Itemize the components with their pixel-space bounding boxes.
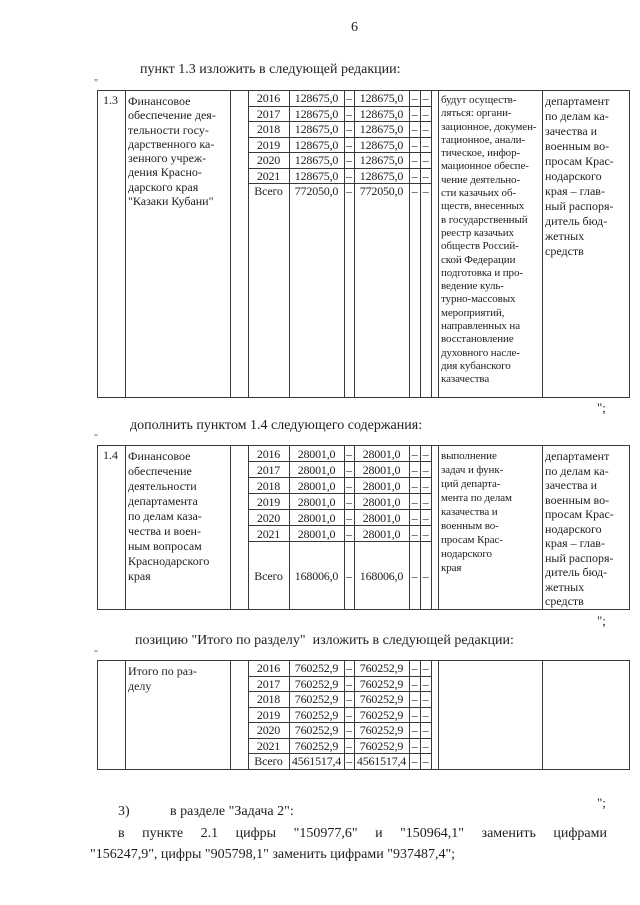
total-cell: 28001,0 (297, 527, 336, 541)
year-cell: Всего (254, 754, 283, 768)
region-cell: 28001,0 (362, 447, 401, 461)
paragraph-line-1: в пункте 2.1 цифры "150977,6" и "150964,1" заменить цифрами (118, 826, 607, 841)
region-cell: 760252,9 (359, 707, 404, 722)
fed-cell: – (346, 511, 352, 525)
column-divider (431, 91, 432, 397)
c2-cell: – (422, 511, 429, 525)
total-cell: 128675,0 (294, 122, 339, 136)
c1-cell: – (411, 495, 418, 509)
year-cell: 2018 (256, 479, 281, 493)
fed-cell: – (346, 661, 352, 675)
instruction-item-1-4: дополнить пунктом 1.4 следующего содержания: (130, 418, 423, 433)
fed-cell: – (346, 495, 352, 509)
region-cell: 760252,9 (359, 723, 404, 737)
c1-cell: – (411, 723, 418, 737)
instruction-item-1-3: пункт 1.3 изложить в следующей редакции: (140, 62, 401, 77)
total-cell: 760252,9 (294, 738, 339, 753)
year-cell: 2020 (256, 723, 281, 737)
fed-cell: – (346, 479, 352, 493)
region-cell: 4561517,4 (356, 754, 407, 768)
c1-cell: – (411, 184, 418, 198)
c1-cell: – (411, 168, 418, 183)
fed-cell: – (346, 527, 352, 541)
c2-cell: – (422, 479, 429, 493)
section-number: 3) (118, 804, 130, 819)
section-heading: в разделе "Задача 2": (170, 804, 294, 819)
c1-cell: – (411, 479, 418, 493)
region-cell: 128675,0 (359, 122, 404, 136)
column-divider (230, 446, 231, 609)
item-description: выполнение задач и функ- ций департа- мента по делам казачества и военным во- просам Крас- нодарского края (441, 450, 512, 574)
fed-cell: – (346, 153, 352, 167)
item-name: Финансовое обеспечение деятельности департамента по делам каза- чества и воен- ным вопросам Краснодарского края (128, 449, 210, 583)
c2-cell: – (422, 184, 429, 198)
fed-cell: – (346, 137, 352, 152)
fed-cell: – (346, 754, 352, 768)
c1-cell: – (411, 463, 418, 477)
c2-cell: – (422, 738, 429, 753)
fed-cell: – (346, 676, 352, 691)
column-divider (438, 446, 439, 609)
c1-cell: – (411, 754, 418, 768)
c2-cell: – (422, 153, 429, 167)
table-item-1-3 (97, 90, 630, 398)
total-cell: 760252,9 (294, 707, 339, 722)
total-cell: 760252,9 (294, 723, 339, 737)
total-cell: 128675,0 (294, 91, 339, 105)
c1-cell: – (411, 569, 418, 583)
opening-quote: " (94, 649, 99, 660)
year-cell: 2017 (256, 463, 281, 477)
fed-cell: – (346, 723, 352, 737)
table-section-total (97, 660, 630, 770)
region-cell: 168006,0 (359, 569, 404, 583)
c1-cell: – (411, 738, 418, 753)
c1-cell: – (411, 511, 418, 525)
year-cell: 2019 (256, 495, 281, 509)
c1-cell: – (411, 122, 418, 136)
year-cell: 2018 (256, 122, 281, 136)
region-cell: 760252,9 (359, 738, 404, 753)
c2-cell: – (422, 122, 429, 136)
year-cell: 2016 (256, 447, 281, 461)
total-cell: 128675,0 (294, 153, 339, 167)
c1-cell: – (411, 153, 418, 167)
fed-cell: – (346, 184, 352, 198)
c2-cell: – (422, 447, 429, 461)
column-divider (230, 91, 231, 397)
region-cell: 28001,0 (362, 479, 401, 493)
c1-cell: – (411, 527, 418, 541)
c2-cell: – (422, 569, 429, 583)
column-divider (542, 446, 543, 609)
total-cell: 28001,0 (297, 479, 336, 493)
opening-quote: " (94, 433, 99, 444)
fed-cell: – (346, 106, 352, 121)
fed-cell: – (346, 692, 352, 706)
column-divider (230, 661, 231, 769)
c1-cell: – (411, 661, 418, 675)
total-cell: 128675,0 (294, 106, 339, 121)
year-cell: 2019 (256, 707, 281, 722)
item-description: будут осуществ- ляться: органи- зационное, докумен- тационное, анали- тическое, инфор- мационное обеспе- чение деятельно- сти казачьих об- ществ, внесенных в государственный реестр казачьих обществ Россий- ской Федерации подготовка и про- ведение куль- турно-массовых мероприятий, направленных на восстановление духовного насле- дия кубанского казачества (441, 94, 537, 386)
total-cell: 128675,0 (294, 168, 339, 183)
region-cell: 760252,9 (359, 661, 404, 675)
total-cell: 168006,0 (294, 569, 339, 583)
c1-cell: – (411, 707, 418, 722)
c1-cell: – (411, 106, 418, 121)
region-cell: 760252,9 (359, 676, 404, 691)
region-cell: 28001,0 (362, 463, 401, 477)
c2-cell: – (422, 754, 429, 768)
fed-cell: – (346, 463, 352, 477)
region-cell: 760252,9 (359, 692, 404, 706)
year-cell: 2021 (256, 168, 281, 183)
c2-cell: – (422, 707, 429, 722)
paragraph-line-2: "156247,9", цифры "905798,1" заменить цифрами "937487,4"; (90, 847, 456, 862)
c2-cell: – (422, 495, 429, 509)
year-cell: 2017 (256, 106, 281, 121)
c1-cell: – (411, 676, 418, 691)
c2-cell: – (422, 661, 429, 675)
item-number: 1.3 (103, 93, 118, 107)
year-cell: Всего (254, 569, 283, 583)
c2-cell: – (422, 137, 429, 152)
c2-cell: – (422, 676, 429, 691)
year-cell: 2016 (256, 661, 281, 675)
c2-cell: – (422, 692, 429, 706)
fed-cell: – (346, 168, 352, 183)
year-cell: 2017 (256, 676, 281, 691)
c2-cell: – (422, 91, 429, 105)
year-cell: 2018 (256, 692, 281, 706)
year-cell: Всего (254, 184, 283, 198)
table-item-1-4 (97, 445, 630, 610)
c2-cell: – (422, 106, 429, 121)
fed-cell: – (346, 738, 352, 753)
item-responsible: департамент по делам ка- зачества и военным во- просам Крас- нодарского края – глав- ный распоря- дитель бюд- жетных средств (545, 94, 614, 258)
column-divider (125, 446, 126, 609)
page-number: 6 (351, 20, 358, 35)
column-divider (125, 661, 126, 769)
fed-cell: – (346, 122, 352, 136)
c1-cell: – (411, 137, 418, 152)
fed-cell: – (346, 447, 352, 461)
total-cell: 760252,9 (294, 661, 339, 675)
fed-cell: – (346, 91, 352, 105)
region-cell: 28001,0 (362, 527, 401, 541)
item-name: Итого по раз- делу (128, 664, 197, 693)
c1-cell: – (411, 91, 418, 105)
fed-cell: – (346, 707, 352, 722)
c2-cell: – (422, 463, 429, 477)
column-divider (438, 661, 439, 769)
opening-quote: " (94, 78, 99, 89)
total-cell: 28001,0 (297, 447, 336, 461)
column-divider (431, 446, 432, 609)
year-cell: 2016 (256, 91, 281, 105)
region-cell: 128675,0 (359, 168, 404, 183)
column-divider (542, 661, 543, 769)
region-cell: 128675,0 (359, 91, 404, 105)
c2-cell: – (422, 527, 429, 541)
item-responsible: департамент по делам ка- зачества и военным во- просам Крас- нодарского края – глав- ный распоря- дитель бюд- жетных средств (545, 449, 614, 608)
region-cell: 772050,0 (359, 184, 404, 198)
c2-cell: – (422, 723, 429, 737)
total-cell: 760252,9 (294, 676, 339, 691)
region-cell: 128675,0 (359, 137, 404, 152)
total-cell: 760252,9 (294, 692, 339, 706)
column-divider (542, 91, 543, 397)
column-divider (431, 661, 432, 769)
total-cell: 28001,0 (297, 495, 336, 509)
total-cell: 4561517,4 (291, 754, 342, 768)
c1-cell: – (411, 692, 418, 706)
closing-quote: "; (597, 795, 606, 810)
year-cell: 2020 (256, 511, 281, 525)
region-cell: 128675,0 (359, 106, 404, 121)
closing-quote: "; (597, 400, 606, 415)
fed-cell: – (346, 569, 352, 583)
item-name: Финансовое обеспечение дея- тельности госу- дарственного ка- зенного учреж- дения Красно- дарского края "Казаки Кубани" (128, 94, 216, 209)
item-number: 1.4 (103, 448, 118, 462)
year-cell: 2021 (256, 527, 281, 541)
column-divider (125, 91, 126, 397)
instruction-section-total: позицию "Итого по разделу" изложить в следующей редакции: (135, 633, 514, 648)
total-cell: 28001,0 (297, 463, 336, 477)
total-cell: 772050,0 (294, 184, 339, 198)
year-cell: 2020 (256, 153, 281, 167)
total-cell: 128675,0 (294, 137, 339, 152)
closing-quote: "; (597, 613, 606, 628)
c1-cell: – (411, 447, 418, 461)
region-cell: 28001,0 (362, 511, 401, 525)
total-cell: 28001,0 (297, 511, 336, 525)
column-divider (438, 91, 439, 397)
year-cell: 2021 (256, 738, 281, 753)
region-cell: 28001,0 (362, 495, 401, 509)
year-cell: 2019 (256, 137, 281, 152)
region-cell: 128675,0 (359, 153, 404, 167)
c2-cell: – (422, 168, 429, 183)
